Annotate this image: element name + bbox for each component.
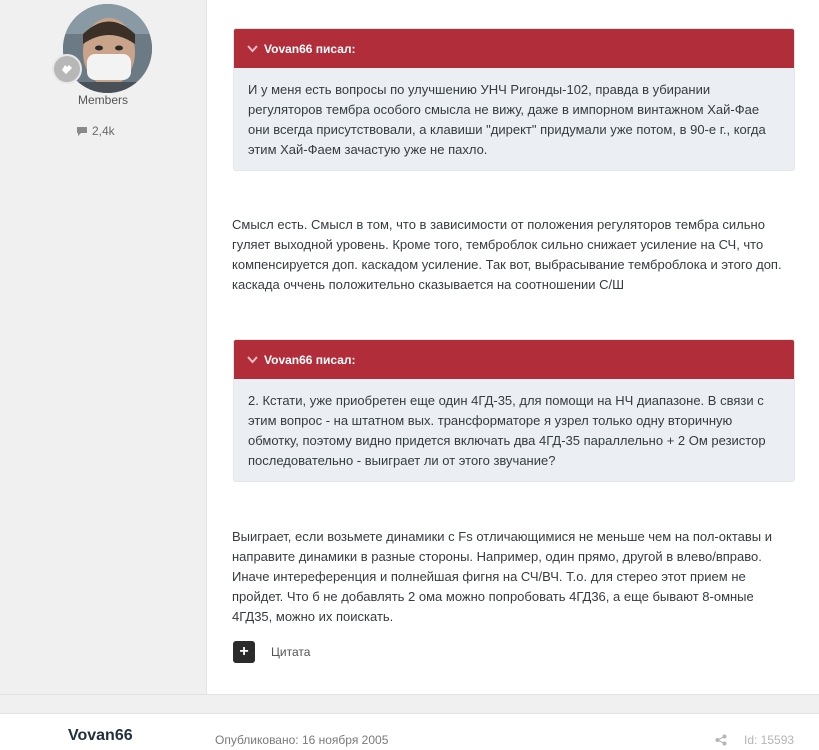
reply-line: Выиграет, если возьмете динамики с Fs отличающимися не меньше чем на пол-октавы и [232,529,772,544]
reply-line: Смысл есть. Смысл в том, что в зависимости от положения регуляторов тембра сильно [232,217,765,232]
quote-text [234,379,794,482]
rank-badge-icon [52,54,82,84]
reply-line: пройдет. Что б не добавлять 2 ома можно попробовать 4ГД36, а еще бывают 8-омные [232,589,754,604]
reply-line: каскада оччень положительно сказывается на соотношении С/Ш [232,277,625,292]
post-separator [0,694,819,714]
quote-header[interactable] [234,340,794,379]
share-icon[interactable] [715,734,727,746]
multiquote-plus-button[interactable]: + [233,641,255,663]
quote-line: они всегда присутствовали, а клавиши "директ" придумали уже потом, в 90-е г., когда [248,122,766,137]
comment-icon [76,126,88,137]
reply-paragraph [232,215,798,295]
quote-author: Vovan66 писал: [264,41,356,56]
quote-text [234,68,794,171]
quote-line: И у меня есть вопросы по улучшению УНЧ Ригонды-102, правда в убирании [248,82,711,97]
sidebar-divider [206,0,207,694]
quote-line: этим вопрос - на штатном вых. трансформаторе я узрел только одну вторичную [248,413,733,428]
reply-line: Иначе интереференция и полнейшая фигня на СЧ/ВЧ. Т.о. для стерео этот прием не [232,569,746,584]
quote-author: Vovan66 писал: [264,352,356,367]
reply-line: 4ГД35, можно их поискать. [232,609,394,624]
quote-line: обмотку, поэтому видно придется включать два 4ГД-35 параллельно + 2 Ом резистор [248,433,766,448]
next-post-author[interactable]: Vovan66 [68,727,133,744]
reply-line: компенсируется доп. каскадом усиление. Так вот, выбрасывание темброблока и этого доп. [232,257,782,272]
quote-line: последовательно - выиграет ли от этого звучание? [248,453,556,468]
reply-line: гуляет выходной уровень. Кроме того, темброблок сильно снижает усиление на СЧ, что [232,237,764,252]
chevron-down-icon [247,45,258,53]
chevron-down-icon [247,356,258,364]
next-post-id: Id: 15593 [744,733,795,747]
quote-header[interactable] [234,29,794,68]
member-group: Members [77,93,128,107]
quote-line: регуляторов тембра особого смысла не вижу, даже в импорном винтажном Хай-Фае [248,102,760,117]
reply-line: направите динамики в разные стороны. Например, один прямо, другой в влево/вправо. [232,549,762,564]
post-count [76,124,115,138]
quote-line: 2. Кстати, уже приобретен еще один 4ГД-35, для помощи на НЧ диапазоне. В связи с [248,393,764,408]
quote-line: этим Хай-Фаем зачастую уже не пахло. [248,142,488,157]
quote-button[interactable]: Цитата [271,645,311,659]
quote-block [233,28,795,171]
post-count-value: 2,4k [92,124,115,138]
reply-paragraph [232,527,798,627]
quote-block [233,339,795,482]
next-post-date: Опубликовано: 16 ноября 2005 [215,733,389,747]
